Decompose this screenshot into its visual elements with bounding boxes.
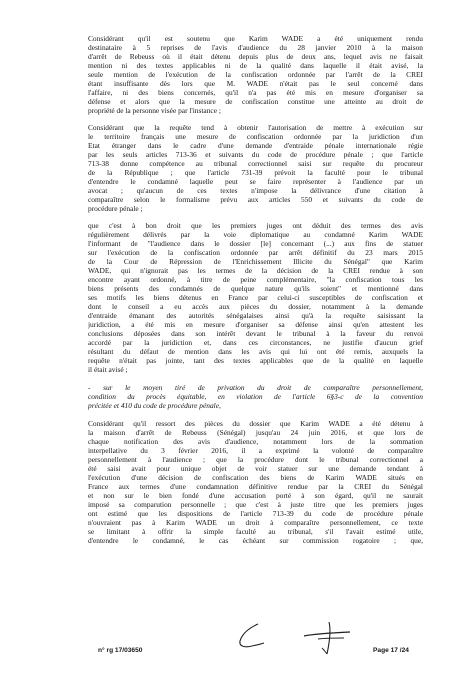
- text-line: ses motifs les biens détenus en France par celui-ci susceptibles de confiscation et: [88, 294, 423, 302]
- text-line: procédure pénale ;: [88, 205, 143, 213]
- text-line: propriété de la personne visée par l'instance ;: [88, 107, 221, 115]
- text-line: Considérant qu'il est soutenu que Karim WADE a été uniquement rendu: [88, 35, 423, 43]
- text-line: il était avisé ;: [88, 366, 128, 374]
- text-line: imposé sa comparution personnelle ; que c'est à juste titre que les premiers juges: [88, 501, 423, 509]
- text-line: requête n'était pas jointe, tant des textes applicables que de la qualité en laquelle: [88, 357, 423, 365]
- case-number: n° rg 17/03650: [98, 647, 143, 654]
- text-line: Considérant qu'il ressort des pièces du dossier que Karim WADE a été détenu à: [88, 420, 423, 428]
- text-line: condition du procès équitable, en violation de l'article 6§3-c de la convention: [88, 393, 423, 401]
- text-line: l'exécution d'une décision de confiscation des biens de Karim WADE situés en: [88, 474, 423, 482]
- text-line: mention ni des textes applicables ni de la qualité dans laquelle il était avisé, la: [88, 62, 423, 70]
- text-line: chaque notification des avis d'audience, notamment lors de la sommation: [88, 438, 423, 446]
- text-line: ont estimé que les dispositions de l'article 713-39 du code de procédure pénale: [88, 510, 423, 518]
- text-line: juridiction, a été mis en mesure d'organiser sa défense ainsi qu'en attestent les: [88, 321, 423, 329]
- text-line: WADE, qui n'ignorait pas les termes de la décision de la CREI rendue à son: [88, 267, 423, 275]
- text-line: Considérant que la requête tend à obtenir l'autorisation de mettre à exécution sur: [88, 124, 423, 132]
- text-line: 713-38 donne compétence au tribunal correctionnel saisi sur requête du procureur: [88, 160, 423, 168]
- text-line: dont le conseil a eu accès aux pièces du dossier, notamment à la demande: [88, 303, 423, 311]
- text-line: de la Cour de Répression de l'Enrichissement Illicite du Sénégal" que Karim: [88, 258, 423, 266]
- text-line: d'entendre le condamné, le cas échéant sur commission rogatoire ; que,: [88, 537, 423, 545]
- text-line: régulièrement délivrés par la voie diplomatique au condamné Karim WADE: [88, 231, 423, 239]
- text-line: le territoire français une mesure de confiscation ordonnée par la juridiction d'un: [88, 133, 423, 141]
- text-line: se limitant à offrir la simple faculté au tribunal, s'il l'avait estimé utile,: [88, 528, 423, 536]
- text-line: d'entendre le condamné laquelle peut se faire représenter à l'audience par un: [88, 178, 423, 186]
- text-line: conclusions déposées dans son intérêt devant le tribunal à la faveur du renvoi: [88, 330, 423, 338]
- text-line: que c'est à bon droit que les premiers juges ont déduit des termes des avis: [88, 222, 423, 230]
- text-line: étant insuffisante dès lors que M. WADE n'était pas le seul concerné dans: [88, 80, 423, 88]
- text-line: interpellative du 3 février 2016, il a exprimé la volonté de comparaître: [88, 447, 423, 455]
- text-line: France aux termes d'une condamnation définitive rendue par la CREI du Sénégal: [88, 483, 423, 491]
- text-line: et non sur le bien fondé d'une accusation porté à son égard, qu'il ne saurait: [88, 492, 423, 500]
- text-line: destinataire à 5 reprises de l'avis d'audience du 28 janvier 2010 à la maison: [88, 44, 423, 52]
- text-line: avocat ; qu'aucun de ces textes n'impose la délivrance d'une citation à: [88, 187, 423, 195]
- initials-signature: [234, 620, 270, 654]
- text-line: sur l'exécution de la confiscation ordonnée par arrêt définitif du 23 mars 2015: [88, 249, 423, 257]
- registrar-signature: [300, 618, 355, 658]
- text-line: de la République ; que l'article 731-39 prévoit la faculté pour le tribunal: [88, 169, 423, 177]
- text-line: - sur le moyen tiré de privation du droit de comparaître personnellement,: [88, 384, 423, 392]
- text-line: n'ouvraient pas à Karim WADE un droit à comparaître personnellement, ce texte: [88, 519, 423, 527]
- text-line: encontre ayant ordonné, à titre de peine complémentaire, "la confiscation tous les: [88, 276, 423, 284]
- text-line: précitée et 410 du code de procédure pénale,: [88, 402, 221, 410]
- text-line: personnellement à l'audience ; que la procédure dont le tribunal correctionnel a: [88, 456, 423, 464]
- text-line: défense et alors que la mesure de confiscation constitue une atteinte au droit de: [88, 98, 423, 106]
- text-line: seule mention de l'exécution de la confiscation ordonnée par l'arrêt de la CREI: [88, 71, 423, 79]
- text-line: l'informant de "l'audience dans le dossier [le] concernant (...) aux fins de statuer: [88, 240, 423, 248]
- text-line: Etat étranger dans le cadre d'une demande d'entraide pénale internationale régie: [88, 142, 423, 150]
- text-line: l'affaire, ni des biens concernés, qu'il n'a pas été mis en mesure d'organiser sa: [88, 89, 423, 97]
- text-line: résultant du défaut de mention dans les avis qui lui ont été remis, auxquels la: [88, 348, 423, 356]
- text-line: été saisi avait pour unique objet de voir statuer sur une demande tendant à: [88, 465, 423, 473]
- text-line: la maison d'arrêt de Rebeuss (Sénégal) jusqu'au 24 juin 2016, et que lors de: [88, 429, 423, 437]
- text-line: d'entraide émanant des autorités sénégalaises ainsi qu'à la requête saisissant la: [88, 312, 423, 320]
- text-line: par les seuls articles 713-36 et suivants du code de procédure pénale ; que l'article: [88, 151, 423, 159]
- text-line: d'arrêt de Rebeuss où il était détenu depuis plus de deux ans, lequel avis ne faisait: [88, 53, 423, 61]
- text-line: accordé par la juridiction et, dans ces circonstances, ne justifie d'aucun grief: [88, 339, 423, 347]
- page-number: Page 17 /24: [373, 647, 409, 654]
- text-line: comparaître selon le formalisme prévu aux articles 550 et suivants du code de: [88, 196, 423, 204]
- text-line: biens présents des condamnés de quelque nature qu'ils soient" et mentionné dans: [88, 285, 423, 293]
